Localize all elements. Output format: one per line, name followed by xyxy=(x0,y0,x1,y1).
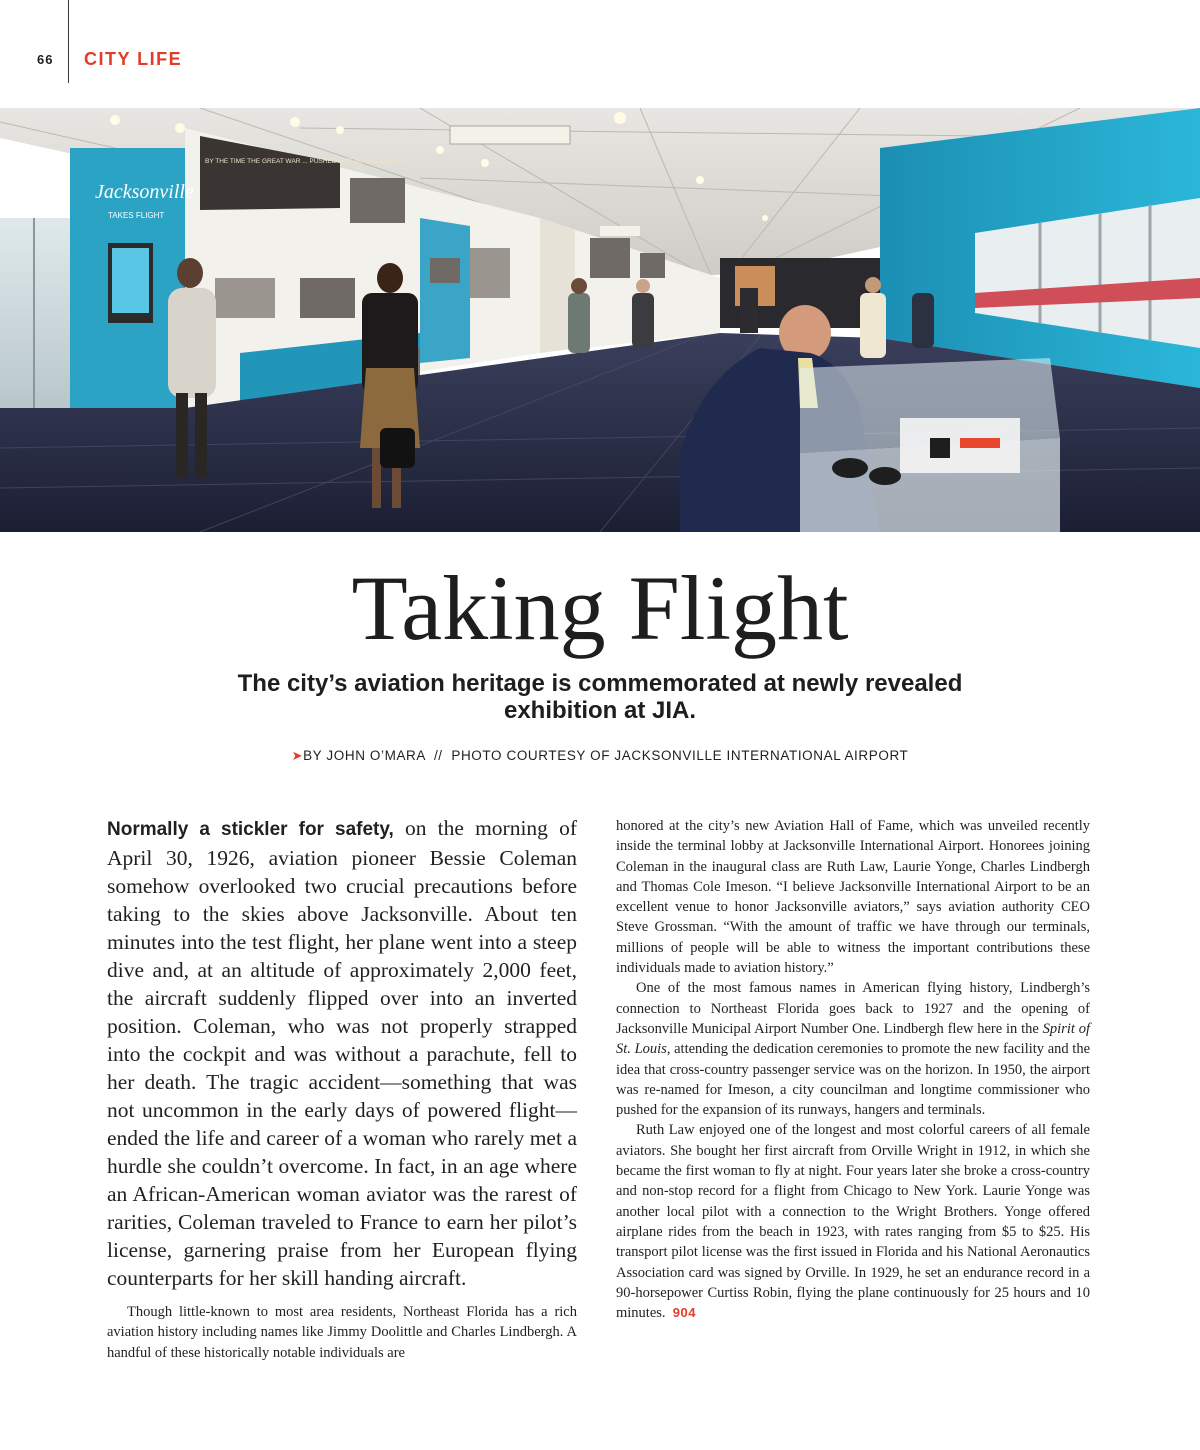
exhibit-wall-title: Jacksonville xyxy=(95,181,194,203)
para-3-text: One of the most famous names in American flying history, Lindbergh’s connection to Northeast Florida goes back to 1927 and the opening of Jacksonville Municipal Airport Number One. Lindbergh flew here in the xyxy=(616,980,1090,1037)
exhibition-photo xyxy=(0,108,1200,532)
byline xyxy=(0,748,1200,764)
body-paragraph-continued: honored at the city’s new Aviation Hall of Fame, which was unveiled recently inside the terminal lobby at Jacksonville International Airport. Honorees joining Coleman in the inaugural class are Ruth Law, Laurie Yonge, Charles Lindbergh and Thomas Cole Imeson. “I believe Jacksonville International Airport to be an excellent venue to honor Jacksonville aviators,” says aviation authority CEO Steve Grossman. “With the amount of traffic we have through our terminals, millions of people will be able to witness the important contributions these individuals made to aviation history.” xyxy=(616,818,1090,977)
body-paragraph: Though little-known to most area residents, Northeast Florida has a rich aviation history including names like Jimmy Doolittle and Charles Lindbergh. A handful of these historically notable individuals are xyxy=(107,1304,577,1361)
header-divider xyxy=(68,0,69,83)
end-mark: 904 xyxy=(672,1305,696,1321)
byline-arrow-icon: ➤ xyxy=(291,748,304,763)
body-paragraph xyxy=(616,1120,1090,1323)
lead-text: on the morning of April 30, 1926, aviation pioneer Bessie Coleman somehow overlooked two crucial precautions before taking to the skies above Jacksonville. About ten minutes into the test flight, her plane went into a steep dive and, at an altitude of approximately 2,000 feet, the aircraft suddenly flipped over into an inverted position. Coleman, who was not properly strapped into the cockpit and was without a parachute, fell to her death. The tragic accident—something that was not uncommon in the early days of powered flight—ended the life and career of a woman who rarely met a hurdle she couldn’t overcome. In fact, in an age where an African-American woman aviator was the rarest of rarities, Coleman traveled to France to earn her pilot’s license, garnering praise from her European flying counterparts for her skill handing aircraft. xyxy=(107,816,577,1290)
body-paragraph xyxy=(616,978,1090,1120)
article-column-right xyxy=(616,816,1090,1323)
byline-text: BY JOHN O’MARA // PHOTO COURTESY OF JACKSONVILLE INTERNATIONAL AIRPORT xyxy=(303,748,909,763)
spirit-of-st-louis-title: Spirit of St. Louis xyxy=(616,1020,1090,1058)
article-title: Taking Flight xyxy=(351,557,849,659)
lead-kicker: Normally a stickler for safety, xyxy=(107,819,394,840)
article-column-left xyxy=(107,814,577,1363)
lead-paragraph xyxy=(107,814,577,1292)
section-label: CITY LIFE xyxy=(84,49,183,69)
para-3-text-end: , attending the dedication ceremonies to promote the new facility and the idea that cross-country passenger service was on the horizon. In 1950, the airport was re-named for Imeson, a city councilman and longtime commissioner who pushed for the expansion of its runways, hangers and terminals. xyxy=(616,1041,1091,1119)
page-header xyxy=(0,0,1200,108)
exhibition-photo-illustration xyxy=(0,108,1200,532)
article-dek: The city’s aviation heritage is commemorated at newly revealed exhibition at JIA. xyxy=(237,670,963,724)
page-number: 66 xyxy=(37,52,54,67)
para-4-text: Ruth Law enjoyed one of the longest and most colorful careers of all female aviators. She bought her first aircraft from Orville Wright in 1912, in which she became the first woman to fly at night. Four years later she broke a cross-country and non-stop record for a flight from Chicago to New York. Laurie Yonge was another local pilot with a connection to the Wright Brothers. Yonge offered airplane rides from the beach in 1923, with rates ranging from $5 to $25. His transport pilot license was the first issued in Florida and his National Aeronautics Association card was signed by Orville. In 1929, he set an endurance record in a 90-horsepower Curtiss Robin, flying the plane continuously for 25 hours and 10 minutes. xyxy=(616,1122,1090,1322)
exhibit-banner-text: BY THE TIME THE GREAT WAR ... PUSHED FOR ADVANCEMENTS. xyxy=(205,158,410,165)
exhibit-wall-subtitle: TAKES FLIGHT xyxy=(108,211,165,220)
